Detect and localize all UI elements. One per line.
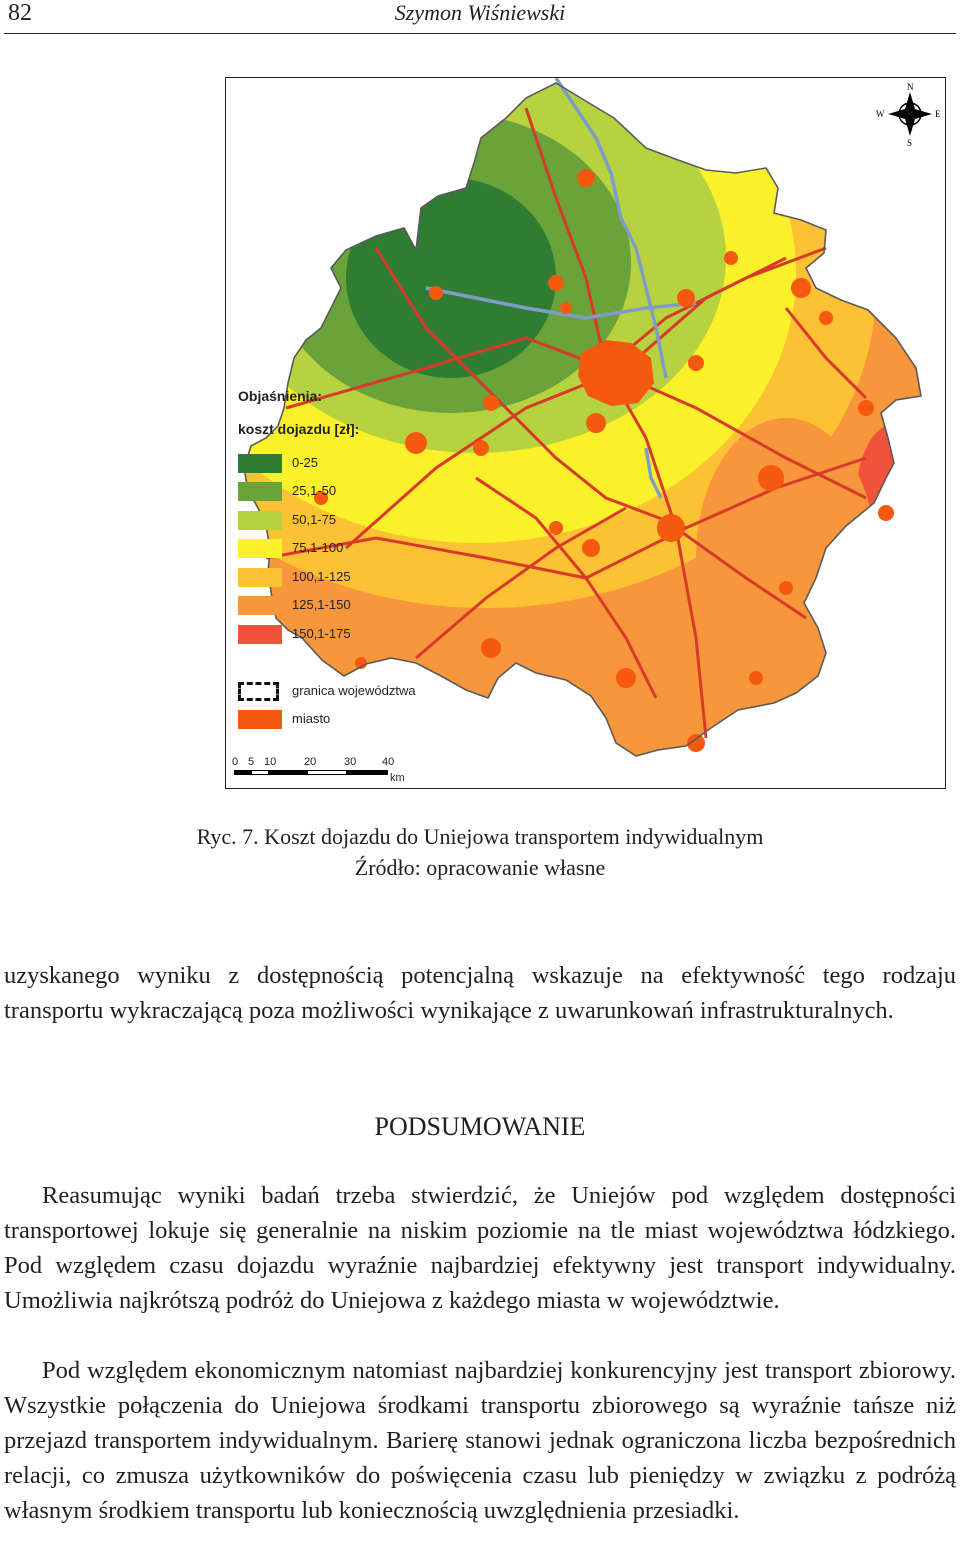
scale-segment	[346, 770, 388, 775]
paragraph-summary-1: Reasumując wyniki badań trzeba stwierdzić, że Uniejów pod względem dostępności transportowej lokuje się generalnie na niskim poziomie na tle miast województwa łódzkiego. Pod względem czasu dojazdu wyraźnie najbardziej efektywny jest transport indywidualny. Umożliwia najkrótszą podróż do Uniejowa z każdego miasta w województwie.	[4, 1182, 956, 1314]
map-figure	[225, 77, 946, 789]
legend-label: 125,1-150	[292, 597, 351, 612]
scale-segment	[268, 770, 308, 775]
scale-bar	[232, 756, 432, 786]
compass-e: E	[935, 109, 941, 119]
border-swatch	[238, 682, 279, 701]
scale-tick: 5	[248, 756, 255, 768]
paragraph-summary-2: Pod względem ekonomicznym natomiast najbardziej konkurencyjny jest transport zbiorowy. Wszystkie połączenia do Uniejowa środkami transportu zbiorowego są wyraźnie tańsze niż przejazd transportem indywidualnym. Barierę stanowi jednak ograniczona liczba bezpośrednich relacji, co zmusza użytkowników do poświęcenia czasu lub pieniędzy w związku z podróżą własnym środkiem transportu lub koniecznością uwzględnienia przesiadki.	[4, 1357, 956, 1524]
legend-label: 150,1-175	[292, 626, 351, 641]
legend-label: 75,1-100	[292, 540, 344, 555]
page-number: 82	[8, 0, 32, 26]
legend-label: 25,1-50	[292, 483, 337, 498]
section-heading: PODSUMOWANIE	[374, 1112, 586, 1141]
compass-n: N	[907, 82, 914, 92]
legend-title: Objaśnienia:	[238, 388, 323, 404]
legend-swatch	[238, 511, 282, 530]
legend-label: 50,1-75	[292, 512, 337, 527]
scale-tick: 30	[344, 756, 357, 768]
scale-segment	[251, 770, 269, 775]
paragraph-continuation: uzyskanego wyniku z dostępnością potencjalną wskazuje na efektywność tego rodzaju transportu wykraczającą poza możliwości wynikające z uwarunkowań infrastrukturalnych.	[4, 962, 956, 1024]
legend-swatch	[238, 596, 282, 615]
scale-tick: 40	[382, 756, 395, 768]
city-swatch	[238, 710, 282, 729]
figure-source: Źródło: opracowanie własne	[354, 855, 606, 880]
legend-city-label: miasto	[292, 711, 331, 726]
compass-s: S	[907, 138, 913, 148]
legend-swatch	[238, 625, 282, 644]
scale-segment	[307, 770, 347, 775]
legend-border-label: granica województwa	[292, 683, 416, 698]
scale-unit: km	[390, 772, 405, 784]
running-head-author: Szymon Wiśniewski	[394, 0, 566, 25]
legend-swatch	[238, 568, 282, 587]
legend-label: 0-25	[292, 455, 319, 470]
scale-segment	[234, 770, 252, 775]
legend-swatch	[238, 482, 282, 501]
compass-w: W	[876, 109, 885, 119]
scale-tick: 0	[232, 756, 239, 768]
compass-rose	[876, 82, 941, 148]
header-rule	[4, 33, 956, 34]
legend-subtitle: koszt dojazdu [zł]:	[238, 421, 360, 437]
figure-caption: Ryc. 7. Koszt dojazdu do Uniejowa transportem indywidualnym	[196, 824, 764, 849]
scale-tick: 20	[304, 756, 317, 768]
legend-swatch	[238, 454, 282, 473]
scale-tick: 10	[264, 756, 277, 768]
legend-swatch	[238, 539, 282, 558]
legend-label: 100,1-125	[292, 569, 351, 584]
